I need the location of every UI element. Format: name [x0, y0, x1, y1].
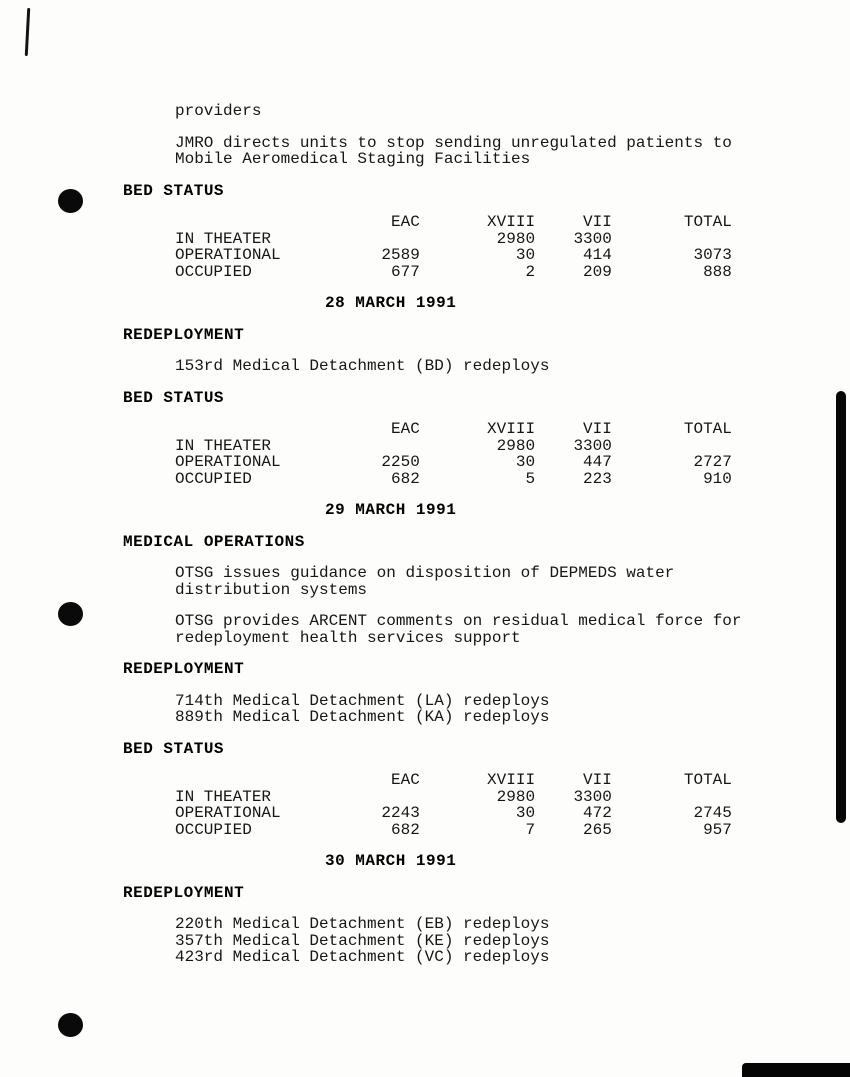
cell-total: 3073: [693, 246, 732, 264]
cell-xviii: 2980: [496, 229, 536, 248]
cell-total: [612, 789, 732, 806]
cell-total: 888: [703, 262, 732, 281]
row-label: IN THEATER: [175, 436, 272, 455]
cell-total: [612, 231, 732, 248]
bed-status-table-1: [175, 214, 803, 280]
column-header-total: TOTAL: [683, 771, 732, 789]
redeployment-entry: 220th Medical Detachment (EB) redeploys: [175, 915, 550, 933]
document-content: [123, 103, 803, 981]
cell-xviii: 7: [525, 820, 536, 839]
table-row-in-theater: [175, 438, 803, 455]
row-label: IN THEATER: [175, 229, 272, 248]
cell-xviii: 5: [525, 469, 536, 488]
jmro-paragraph: JMRO directs units to stop sending unregulated patients to Mobile Aeromedical Staging Facilities: [175, 133, 732, 168]
cell-vii: 3300: [573, 787, 612, 806]
cell-eac: [367, 231, 420, 248]
date-heading-mar29: 29 MARCH 1991: [325, 501, 457, 519]
cell-total: 910: [703, 469, 732, 488]
table-header-row: [175, 214, 803, 231]
cell-vii: 447: [583, 453, 612, 471]
redeployment-heading-mar30: REDEPLOYMENT: [123, 883, 245, 902]
cell-eac: 2589: [381, 246, 420, 264]
redeployment-entry: 889th Medical Detachment (KA) redeploys: [175, 708, 550, 726]
cell-eac: [367, 438, 420, 455]
column-header-xviii: XVIII: [487, 771, 536, 789]
cell-xviii: 2980: [496, 436, 536, 455]
table-row-occupied: [175, 264, 803, 281]
medical-operations-entry: OTSG provides ARCENT comments on residual medical force for redeployment health services support: [175, 612, 742, 647]
bed-status-heading-3: BED STATUS: [123, 739, 225, 758]
cell-xviii: 2980: [496, 787, 536, 806]
column-header-eac: EAC: [391, 420, 420, 438]
row-label: IN THEATER: [175, 787, 272, 806]
hole-punch-bottom: [58, 1013, 83, 1037]
column-header-vii: VII: [583, 420, 612, 438]
table-header-row: [175, 772, 803, 789]
bed-status-heading-2: BED STATUS: [123, 388, 225, 407]
cell-vii: 3300: [573, 436, 612, 455]
cell-xviii: 2: [525, 262, 536, 281]
hole-punch-middle: [58, 602, 83, 626]
column-header-vii: VII: [583, 771, 612, 789]
redeployment-entries-mar29: [175, 693, 803, 726]
redeployment-entry: 357th Medical Detachment (KE) redeploys: [175, 931, 550, 950]
table-header-row: [175, 421, 803, 438]
bed-status-heading-1: BED STATUS: [123, 181, 225, 200]
continuation-text: providers: [175, 102, 262, 120]
date-heading-mar30: 30 MARCH 1991: [325, 852, 457, 870]
redeployment-heading-mar28: REDEPLOYMENT: [123, 325, 245, 344]
row-label: OPERATIONAL: [175, 246, 281, 264]
redeployment-heading-mar29: REDEPLOYMENT: [123, 660, 245, 678]
redeployment-entry: 714th Medical Detachment (LA) redeploys: [175, 691, 550, 710]
redeployment-entry: 153rd Medical Detachment (BD) redeploys: [175, 357, 550, 375]
cell-eac: [367, 789, 420, 806]
table-row-occupied: [175, 471, 803, 488]
column-header-eac: EAC: [391, 771, 420, 789]
cell-vii: 265: [583, 820, 612, 839]
cell-total: [612, 438, 732, 455]
column-header-eac: EAC: [391, 213, 420, 231]
cell-vii: 3300: [573, 229, 612, 248]
column-header-xviii: XVIII: [487, 420, 536, 438]
row-label: OPERATIONAL: [175, 453, 281, 471]
row-label: OCCUPIED: [175, 469, 252, 488]
cell-total: 957: [703, 820, 732, 839]
table-row-operational: [175, 454, 803, 471]
row-label: OPERATIONAL: [175, 804, 281, 822]
row-label-spacer: [175, 772, 367, 789]
column-header-total: TOTAL: [683, 420, 732, 438]
bed-status-table-2: [175, 421, 803, 487]
date-heading-mar28: 28 MARCH 1991: [325, 294, 457, 312]
redeployment-entries-mar28: [175, 358, 803, 375]
table-row-in-theater: [175, 231, 803, 248]
cell-vii: 414: [583, 246, 612, 264]
hole-punch-top: [58, 189, 83, 213]
row-label-spacer: [175, 421, 367, 438]
table-row-operational: [175, 805, 803, 822]
cell-xviii: 30: [515, 453, 536, 471]
column-header-total: TOTAL: [683, 213, 732, 231]
scan-edge-artifact-bottom-right: [742, 1063, 850, 1077]
row-label: OCCUPIED: [175, 262, 252, 281]
scan-edge-artifact-right: [836, 391, 846, 823]
cell-xviii: 30: [515, 804, 536, 822]
cell-total: 2727: [693, 453, 732, 471]
cell-vii: 472: [583, 804, 612, 822]
medical-operations-entry: OTSG issues guidance on disposition of DEPMEDS water distribution systems: [175, 564, 675, 599]
cell-eac: 2250: [381, 453, 420, 471]
pen-mark-artifact: [25, 8, 31, 56]
cell-eac: 682: [391, 820, 420, 839]
cell-total: 2745: [693, 804, 732, 822]
table-row-occupied: [175, 822, 803, 839]
redeployment-entry: 423rd Medical Detachment (VC) redeploys: [175, 948, 550, 966]
column-header-xviii: XVIII: [487, 213, 536, 231]
row-label: OCCUPIED: [175, 820, 252, 839]
cell-vii: 209: [583, 262, 612, 281]
row-label-spacer: [175, 214, 367, 231]
table-row-in-theater: [175, 789, 803, 806]
cell-eac: 677: [391, 262, 420, 281]
cell-vii: 223: [583, 469, 612, 488]
redeployment-entries-mar30: [175, 916, 803, 966]
cell-eac: 2243: [381, 804, 420, 822]
column-header-vii: VII: [583, 213, 612, 231]
cell-eac: 682: [391, 469, 420, 488]
medical-operations-heading: MEDICAL OPERATIONS: [123, 532, 305, 551]
cell-xviii: 30: [515, 246, 536, 264]
bed-status-table-3: [175, 772, 803, 838]
table-row-operational: [175, 247, 803, 264]
